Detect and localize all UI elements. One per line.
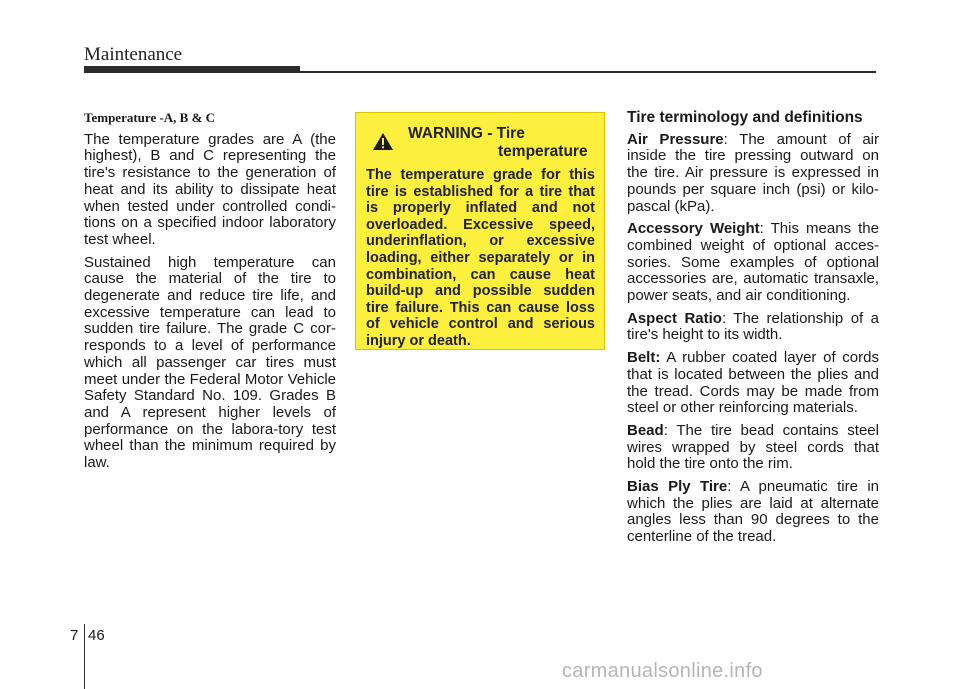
- header-bar: [84, 66, 300, 73]
- term: Aspect Ratio: [627, 309, 722, 327]
- header-rule: [300, 71, 876, 73]
- definition: This means the combined weight of optional acces-sories. Some examples of optional accessories are, automatic transaxle, power seats, and air conditioning.: [627, 220, 879, 305]
- warning-title: WARNING - Tire: [408, 125, 525, 142]
- term: Bias Ply Tire: [627, 478, 728, 496]
- definition-item: Bias Ply Tire: A pneumatic tire in which the plies are laid at alternate angles less than 90 degrees to the centerline of the tread.: [627, 478, 880, 546]
- term: Belt:: [627, 349, 661, 367]
- definition: The amount of air inside the tire pressing outward on the tire. Air pressure is expressed in pounds per square inch (psi) or kilo-pascal (kPa).: [627, 130, 880, 215]
- term: Bead: [627, 421, 664, 439]
- warning-body: The temperature grade for this tire is established for a tire that is properly inflated and not overloaded. Excessive speed, underinflation, or excessive loading, either separately or in combination, can cause heat build-up and possible sudden tire failure. This can cause loss of vehicle control and serious injury or death.: [366, 167, 595, 349]
- chapter-number: 7: [70, 627, 79, 644]
- definition-item: Bead: The tire bead contains steel wires wrapped by steel cords that hold the tire onto the rim.: [627, 421, 879, 473]
- definition: The tire bead contains steel wires wrapped by steel cords that hold the tire onto the rim.: [627, 421, 879, 473]
- definition: The relationship of a tire's height to its width.: [627, 309, 879, 344]
- term: Accessory Weight: [627, 220, 760, 238]
- paragraph: Sustained high temperature can cause the material of the tire to degenerate and reduce tire life, and excessive temperature can lead to sudden tire failure. The grade C cor-responds to a level of performance which all passenger car tires must meet under the Federal Motor Vehicle Safety Standard No. 109. Grades B and A represent higher levels of performance on the labora-tory test wheel than the minimum required by law.: [84, 253, 336, 472]
- definition-item: Aspect Ratio: The relationship of a tire's height to its width.: [627, 309, 879, 344]
- warning-title-line2: temperature: [498, 143, 588, 160]
- term: Air Pressure: [627, 130, 724, 148]
- definition: A rubber coated layer of cords that is located between the plies and the tread. Cords may be made from steel or other reinforcing materials.: [627, 349, 879, 417]
- section-heading-terminology: Tire terminology and definitions: [627, 109, 863, 126]
- definition-item: Air Pressure: The amount of air inside the tire pressing outward on the tire. Air pressure is expressed in pounds per square inch (psi) or kilo-pascal (kPa).: [627, 130, 880, 215]
- warning-box: [355, 112, 605, 350]
- footer-rule: [84, 624, 85, 689]
- paragraph: The temperature grades are A (the highest), B and C representing the tire's resistance to the generation of heat and its ability to dissipate heat when tested under controlled condi-tions on a specified indoor laboratory test wheel.: [84, 130, 336, 248]
- right-column: [627, 110, 879, 552]
- warning-header: [366, 123, 595, 163]
- section-heading-temperature: Temperature -A, B & C: [84, 110, 216, 125]
- definition-item: Accessory Weight: This means the combined weight of optional acces-sories. Some examples of optional accessories are, automatic transaxle, power seats, and air conditioning.: [627, 220, 879, 305]
- watermark: carmanualsonline.info: [562, 660, 763, 682]
- warning-triangle-icon: [372, 132, 394, 151]
- definition-item: [627, 350, 879, 417]
- page-number: 46: [88, 627, 105, 644]
- definition: A pneumatic tire in which the plies are laid at alternate angles less than 90 degrees to the centerline of the tread.: [627, 478, 880, 546]
- left-column: [84, 110, 336, 478]
- header-title: Maintenance: [84, 44, 183, 65]
